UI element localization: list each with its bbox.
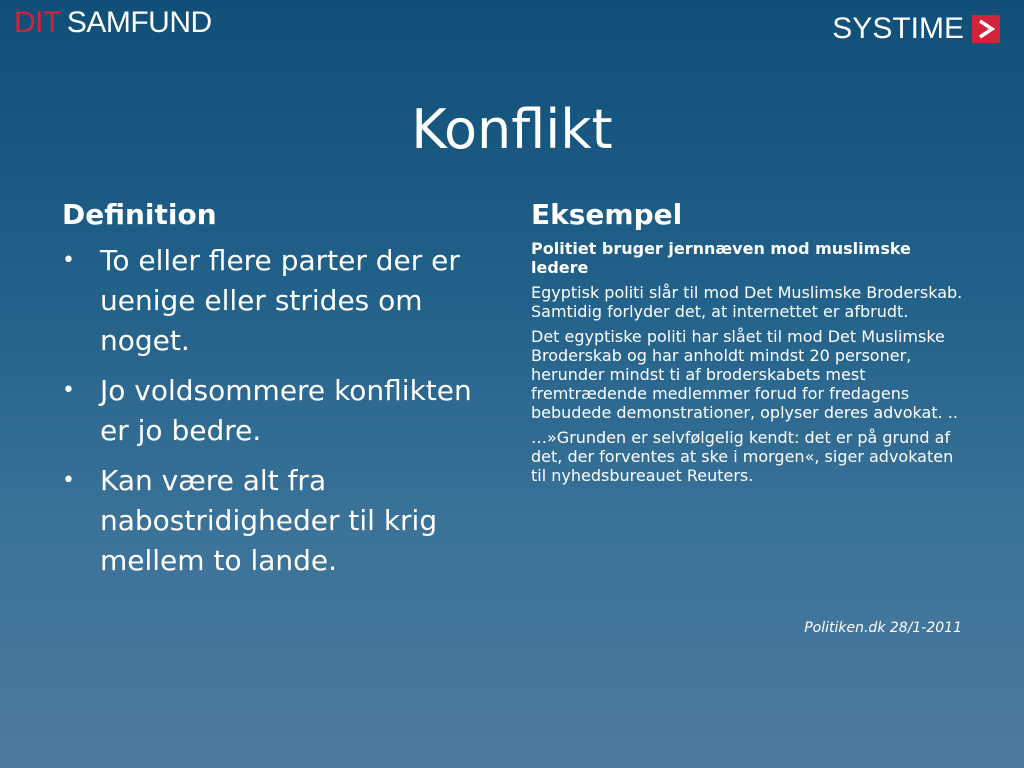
bullet-icon: • — [62, 468, 75, 493]
dit-samfund-logo — [14, 6, 212, 40]
article-paragraph: …»Grunden er selvfølgelig kendt: det er på grund af det, der forventes at ske i morgen«, siger advokaten til nyhedsbureauet Reuters. — [531, 428, 954, 485]
list-item — [62, 371, 502, 451]
logo-samfund-text: SAMFUND — [66, 6, 212, 39]
slide-title: Konflikt — [411, 98, 613, 162]
bullet-text: Jo voldsommere konflikten er jo bedre. — [100, 374, 472, 447]
chevron-right-icon — [972, 15, 1000, 43]
logo-dit-text: DIT — [14, 6, 61, 39]
definition-list — [62, 241, 502, 581]
bullet-text: To eller flere parter der er uenige eller strides om noget. — [100, 244, 460, 357]
article-paragraph: Det egyptiske politi har slået til mod Det Muslimske Broderskab og har anholdt mindst 20 personer, herunder mindst ti af broderskabets mest fremtrædende medlemmer forud for fredagens bebudede demonstrationer, oplyser deres advokat. .. — [531, 327, 958, 422]
bullet-icon: • — [62, 378, 75, 403]
bullet-icon: • — [62, 248, 75, 273]
article-paragraph: Egyptisk politi slår til mod Det Muslimske Broderskab. Samtidig forlyder det, at internettet er afbrudt. — [531, 283, 963, 321]
definition-heading: Definition — [62, 198, 217, 231]
definition-column — [62, 198, 502, 591]
source-citation: Politiken.dk 28/1-2011 — [804, 620, 962, 636]
bullet-text: Kan være alt fra nabostridigheder til krig mellem to lande. — [100, 464, 438, 577]
logo-systime-text: SYSTIME — [832, 12, 964, 45]
example-heading: Eksempel — [531, 198, 683, 231]
article-headline: Politiet bruger jernnæven mod muslimske ledere — [531, 239, 911, 277]
example-column — [531, 198, 971, 491]
list-item — [62, 461, 502, 581]
systime-logo — [832, 12, 1000, 46]
list-item — [62, 241, 502, 361]
